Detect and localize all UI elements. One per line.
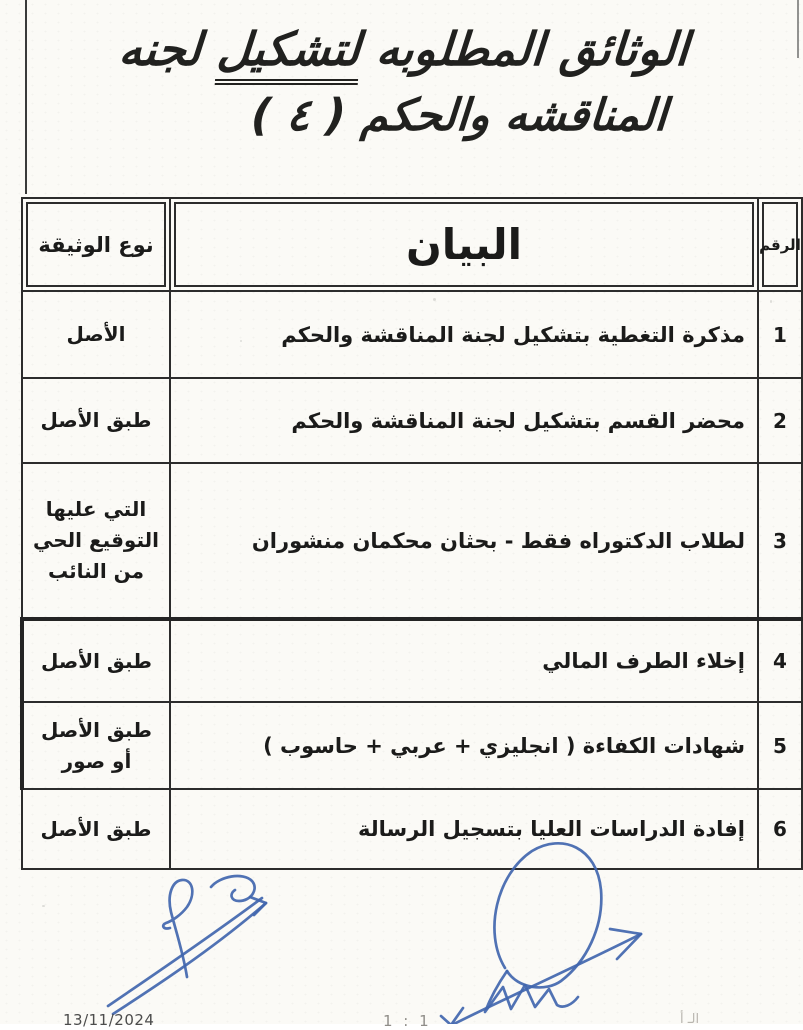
row-statement: محضر القسم بتشكيل لجنة المناقشة والحكم [170, 378, 758, 463]
row-doc-type: طبق الأصل [22, 378, 170, 463]
table-row [22, 702, 802, 789]
row-number: 5 [758, 702, 802, 789]
row-statement: لطلاب الدكتوراه فقط - بحثان محكمان منشوران [170, 463, 758, 619]
page-frame-line [25, 0, 27, 194]
scan-speck [433, 298, 436, 301]
table-row [22, 463, 802, 619]
row-doc-type: التي عليها التوقيع الحي من النائب [22, 463, 170, 619]
title-line-1 [60, 18, 747, 80]
title-text-post: لجنه [117, 22, 220, 76]
row-doc-type: طبق الأصل [22, 619, 170, 702]
row-doc-type: الأصل [22, 291, 170, 378]
title-underlined-word: لتشكيل [215, 22, 362, 85]
row-statement: مذكرة التغطية بتشكيل لجنة المناقشة والحكم [170, 291, 758, 378]
row-doc-type: طبق الأصل [22, 789, 170, 869]
signature-left [108, 876, 266, 1014]
row-number: 2 [758, 378, 802, 463]
row-doc-type: طبق الأصل أو صور [22, 702, 170, 789]
title-text-pre: الوثائق المطلوبه [358, 22, 691, 76]
footer-date: 13/11/2024 [63, 1011, 155, 1029]
scan-edge-line [797, 0, 799, 58]
column-header-statement: البيان [170, 198, 758, 291]
row-number: 6 [758, 789, 802, 869]
document-title [56, 18, 748, 143]
row-number: 4 [758, 619, 802, 702]
documents-table [20, 197, 803, 870]
table-row [22, 619, 802, 702]
table-row [22, 378, 802, 463]
row-statement: إخلاء الطرف المالي [170, 619, 758, 702]
column-header-doc-type: نوع الوثيقة [22, 198, 170, 291]
row-number: 1 [758, 291, 802, 378]
footer-faint-text: الـ أ [680, 1012, 700, 1027]
row-number: 3 [758, 463, 802, 619]
column-header-number: الرقم [758, 198, 802, 291]
signature-right [441, 843, 641, 1024]
title-line-2: المناقشه والحكم ( ٤ ) [249, 90, 669, 142]
scan-speck [240, 340, 242, 342]
row-statement: شهادات الكفاءة ( انجليزي + عربي + حاسوب ) [170, 702, 758, 789]
footer-scale-note: 1 : 1 [383, 1012, 432, 1030]
scan-speck [770, 300, 772, 303]
table-row [22, 291, 802, 378]
row-statement: إفادة الدراسات العليا بتسجيل الرسالة [170, 789, 758, 869]
table-header-row [22, 198, 802, 291]
scan-speck [42, 905, 45, 907]
table-row [22, 789, 802, 869]
